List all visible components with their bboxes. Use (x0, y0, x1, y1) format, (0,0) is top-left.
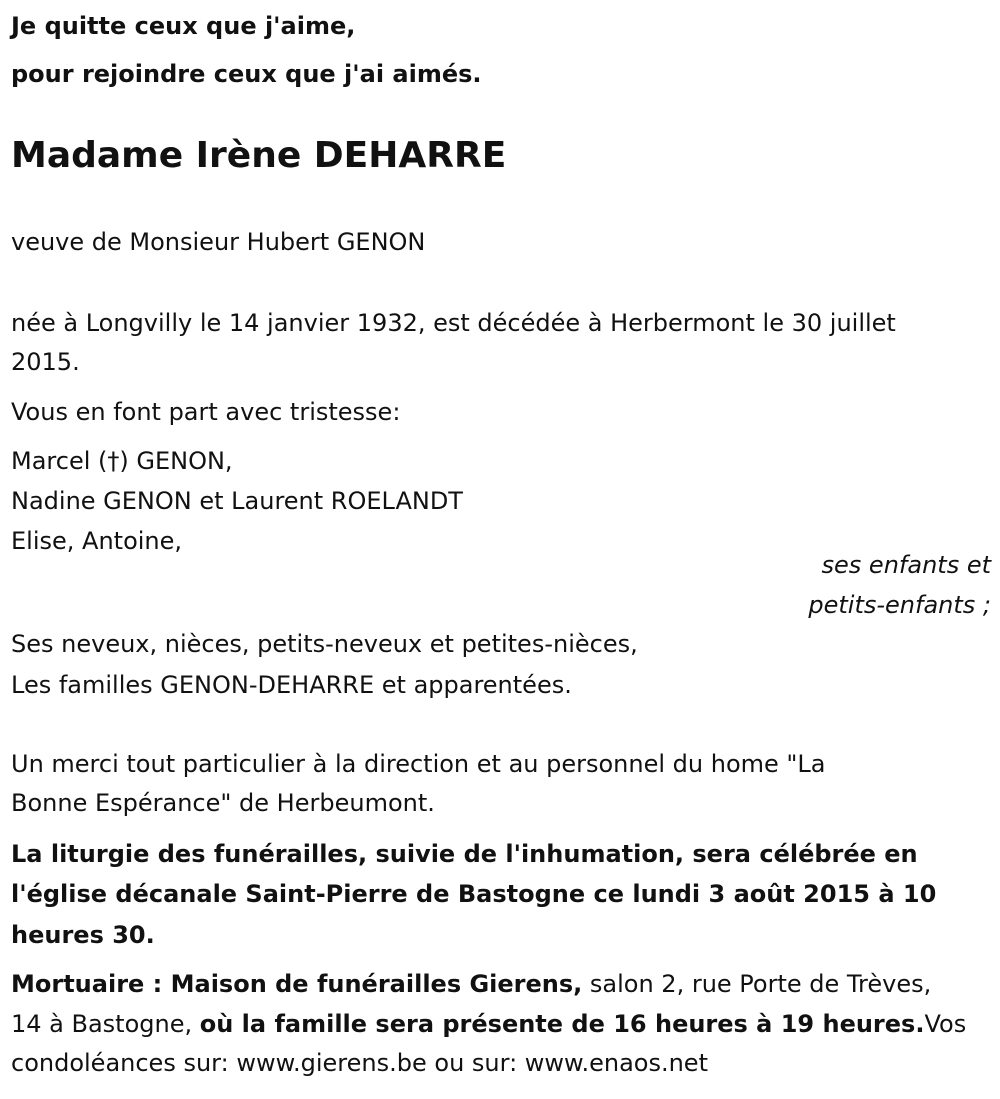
epigraph-line-1: Je quitte ceux que j'aime, (11, 12, 356, 40)
family-child-2: Nadine GENON et Laurent ROELANDT (11, 487, 463, 515)
birth-death-line-2: 2015. (11, 348, 80, 376)
funeral-line-3: heures 30. (11, 921, 155, 949)
announcement: Vous en font part avec tristesse: (11, 398, 401, 426)
condolences-start: Vos (924, 1010, 967, 1038)
family-other-1: Ses neveux, nièces, petits-neveux et petites-nièces, (11, 630, 638, 658)
family-child-3: Elise, Antoine, (11, 527, 183, 555)
funeral-line-2: l'église décanale Saint-Pierre de Bastogne ce lundi 3 août 2015 à 10 (11, 880, 937, 908)
mortuary-line-2 (11, 1009, 966, 1039)
thanks-line-2: Bonne Espérance" de Herbeumont. (11, 789, 435, 817)
widow-of: veuve de Monsieur Hubert GENON (11, 228, 426, 256)
funeral-line-1: La liturgie des funérailles, suivie de l'inhumation, sera célébrée en (11, 840, 918, 868)
mortuary-address-2: 14 à Bastogne, (11, 1010, 200, 1038)
epigraph-line-2: pour rejoindre ceux que j'ai aimés. (11, 60, 482, 88)
family-role-line-2: petits-enfants ; (808, 591, 991, 619)
deceased-name: Madame Irène DEHARRE (11, 135, 507, 176)
birth-death-line-1: née à Longvilly le 14 janvier 1932, est décédée à Herbermont le 30 juillet (11, 309, 896, 337)
family-role-line-1: ses enfants et (821, 551, 991, 579)
condolences-line: condoléances sur: www.gierens.be ou sur: www.enaos.net (11, 1049, 708, 1077)
mortuary-address-1: salon 2, rue Porte de Trèves, (582, 970, 932, 998)
mortuary-line-1 (11, 969, 931, 999)
mortuary-label: Mortuaire : Maison de funérailles Gierens, (11, 970, 583, 998)
thanks-line-1: Un merci tout particulier à la direction et au personnel du home "La (11, 750, 826, 778)
family-other-2: Les familles GENON-DEHARRE et apparentées. (11, 671, 572, 699)
family-presence: où la famille sera présente de 16 heures à 19 heures. (199, 1010, 925, 1038)
family-child-1: Marcel (†) GENON, (11, 447, 233, 475)
